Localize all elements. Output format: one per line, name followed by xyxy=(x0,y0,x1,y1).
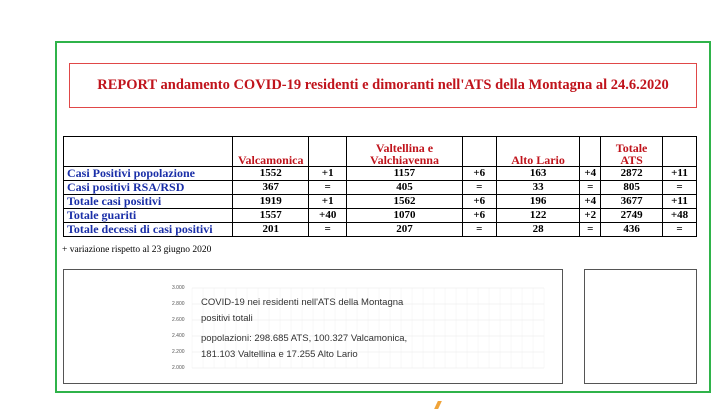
table-cell: 1562 xyxy=(347,195,463,209)
header-valtellina xyxy=(347,137,463,167)
table-row xyxy=(64,181,697,195)
chart-box-secondary xyxy=(584,269,697,384)
y-tick-label: 2.000 xyxy=(172,365,185,371)
table-cell: = xyxy=(663,181,697,195)
table-cell: 2749 xyxy=(601,209,663,223)
header-totale-ats: Totale ATS xyxy=(601,137,663,167)
row-label: Totale decessi di casi positivi xyxy=(64,223,233,237)
table-cell: = xyxy=(663,223,697,237)
table-cell: +4 xyxy=(580,167,601,181)
table-cell: 367 xyxy=(233,181,309,195)
y-tick-label: 2.600 xyxy=(172,317,185,323)
header-valtellina-line1: Valtellina e xyxy=(375,141,434,155)
chart-box xyxy=(63,269,563,384)
table-cell: +4 xyxy=(580,195,601,209)
orange-mark xyxy=(434,401,442,409)
table-cell: 1157 xyxy=(347,167,463,181)
table-cell: 436 xyxy=(601,223,663,237)
table-row xyxy=(64,167,697,181)
table-header-row xyxy=(64,137,697,167)
table-cell: +6 xyxy=(462,209,496,223)
chart-caption-line: COVID-19 nei residenti nell'ATS della Montagna xyxy=(201,297,404,308)
table-row xyxy=(64,195,697,209)
table-cell: 196 xyxy=(496,195,580,209)
chart-caption-line: positivi totali xyxy=(201,313,253,324)
table-row xyxy=(64,209,697,223)
table-cell: +1 xyxy=(309,195,347,209)
y-tick-label: 2.400 xyxy=(172,333,185,339)
report-table xyxy=(63,136,697,237)
header-empty xyxy=(309,137,347,167)
table-row xyxy=(64,223,697,237)
table-cell: +48 xyxy=(663,209,697,223)
table-cell: 28 xyxy=(496,223,580,237)
y-tick-label: 2.200 xyxy=(172,349,185,355)
chart-caption-line: 181.103 Valtellina e 17.255 Alto Lario xyxy=(201,349,358,360)
row-label: Casi positivi RSA/RSD xyxy=(64,181,233,195)
table-cell: +40 xyxy=(309,209,347,223)
title-box xyxy=(69,63,697,108)
y-tick-label: 3.000 xyxy=(172,285,185,291)
table-cell: +6 xyxy=(462,195,496,209)
row-label: Totale casi positivi xyxy=(64,195,233,209)
table-cell: = xyxy=(309,181,347,195)
table-cell: 1070 xyxy=(347,209,463,223)
table-cell: = xyxy=(462,181,496,195)
table-cell: = xyxy=(580,223,601,237)
header-valcamonica: Valcamonica xyxy=(233,137,309,167)
table-cell: 1552 xyxy=(233,167,309,181)
report-title: REPORT andamento COVID-19 residenti e dimoranti nell'ATS della Montagna al 24.6.2020 xyxy=(97,77,669,93)
table-cell: 201 xyxy=(233,223,309,237)
table-cell: +6 xyxy=(462,167,496,181)
chart-caption-line: popolazioni: 298.685 ATS, 100.327 Valcamonica, xyxy=(201,333,408,344)
chart-grid xyxy=(64,270,563,384)
table-cell: = xyxy=(462,223,496,237)
table-cell: +2 xyxy=(580,209,601,223)
header-empty xyxy=(64,137,233,167)
row-label: Casi Positivi popolazione xyxy=(64,167,233,181)
table-cell: 3677 xyxy=(601,195,663,209)
header-empty xyxy=(462,137,496,167)
header-empty xyxy=(580,137,601,167)
table-cell: 122 xyxy=(496,209,580,223)
header-valtellina-line2: Valchiavenna xyxy=(370,153,439,167)
table-cell: 2872 xyxy=(601,167,663,181)
table-cell: 405 xyxy=(347,181,463,195)
table-cell: 805 xyxy=(601,181,663,195)
table-cell: 207 xyxy=(347,223,463,237)
row-label: Totale guariti xyxy=(64,209,233,223)
header-alto-lario: Alto Lario xyxy=(496,137,580,167)
footnote: + variazione rispetto al 23 giugno 2020 xyxy=(62,245,212,255)
table-cell: 163 xyxy=(496,167,580,181)
header-empty xyxy=(663,137,697,167)
table-cell: 1919 xyxy=(233,195,309,209)
table-cell: = xyxy=(580,181,601,195)
table-cell: 1557 xyxy=(233,209,309,223)
table-cell: +1 xyxy=(309,167,347,181)
y-tick-label: 2.800 xyxy=(172,301,185,307)
table-cell: = xyxy=(309,223,347,237)
table-cell: +11 xyxy=(663,167,697,181)
table-cell: 33 xyxy=(496,181,580,195)
table-cell: +11 xyxy=(663,195,697,209)
